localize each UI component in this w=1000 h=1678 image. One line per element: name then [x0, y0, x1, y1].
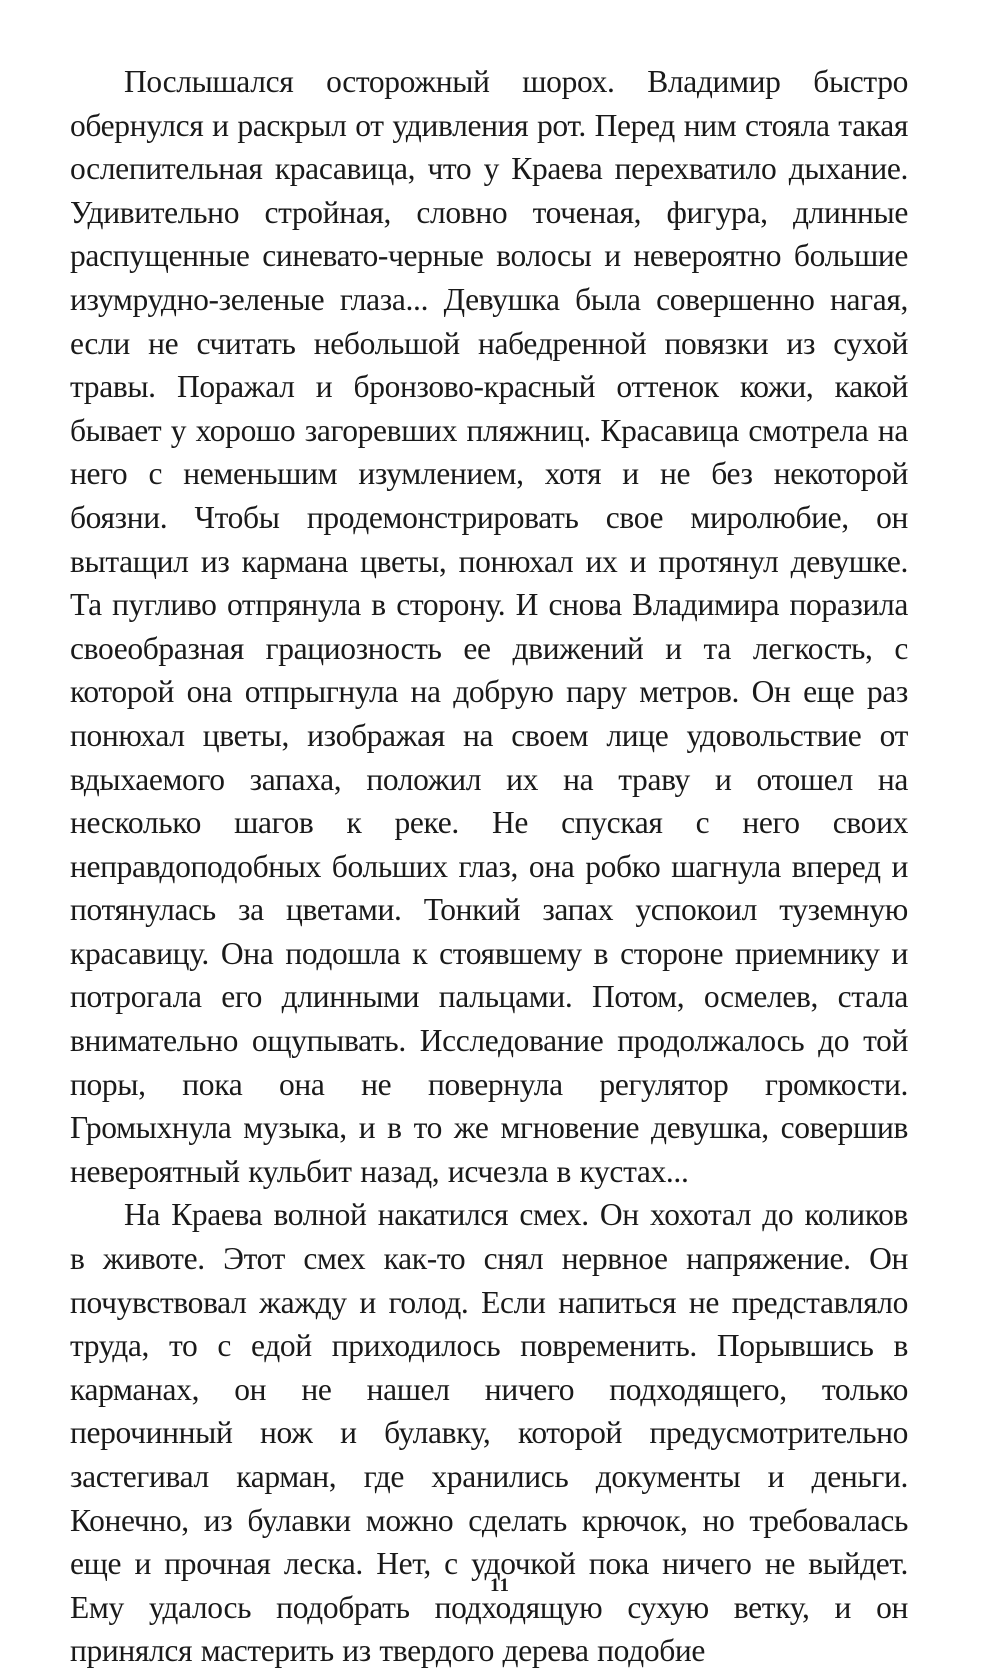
paragraph-1: Послышался осторожный шорох. Владимир быстро обернулся и раскрыл от удивления рот. Перед ним стояла такая ослепительная красавица, что у Краева перехватило дыхание. Удивительно стройная, словно точеная, фигура, длинные распущенные синевато-черные волосы и невероятно большие изумрудно-зеленые глаза... Девушка была совершенно нагая, если не считать небольшой набедренной повязки из сухой травы. Поражал и бронзово-красный оттенок кожи, какой бывает у хорошо загоревших пляжниц. Красавица смотрела на него с неменьшим изумлением, хотя и не без некоторой боязни. Чтобы продемонстрировать свое миролюбие, он вытащил из кармана цветы, понюхал их и протянул девушке. Та пугливо отпрянула в сторону. И снова Владимира поразила своеобразная грациозность ее движений и та легкость, с которой она отпрыгнула на добрую пару метров. Он еще раз понюхал цветы, изображая на своем лице удовольствие от вдыхаемого запаха, положил их на траву и отошел на несколько шагов к реке. Не спуская с него своих неправдоподобных больших глаз, она робко шагнула вперед и потянулась за цветами. Тонкий запах успокоил туземную красавицу. Она подошла к стоявшему в стороне приемнику и потрогала его длинными пальцами. Потом, осмелев, стала внимательно ощупывать. Исследование продолжалось до той поры, пока она не повернула регулятор громкости. Громыхнула музыка, и в то же мгновение девушка, совершив невероятный кульбит назад, исчезла в кустах...	[70, 64, 908, 1189]
paragraph-2: На Краева волной накатился смех. Он хохотал до коликов в животе. Этот смех как-то снял нервное напряжение. Он почувствовал жажду и голод. Если напиться не представляло труда, то с едой приходилось повременить. Порывшись в карманах, он не нашел ничего подходящего, только перочинный нож и булавку, которой предусмотрительно застегивал карман, где хранились документы и деньги. Конечно, из булавки можно сделать крючок, но требовалась еще и прочная леска. Нет, с удочкой пока ничего не выйдет. Ему удалось подобрать подходящую сухую ветку, и он принялся мастерить из твердого дерева подобие	[70, 1197, 908, 1669]
book-page-text	[70, 60, 908, 1673]
page-number: 11	[490, 1575, 510, 1596]
